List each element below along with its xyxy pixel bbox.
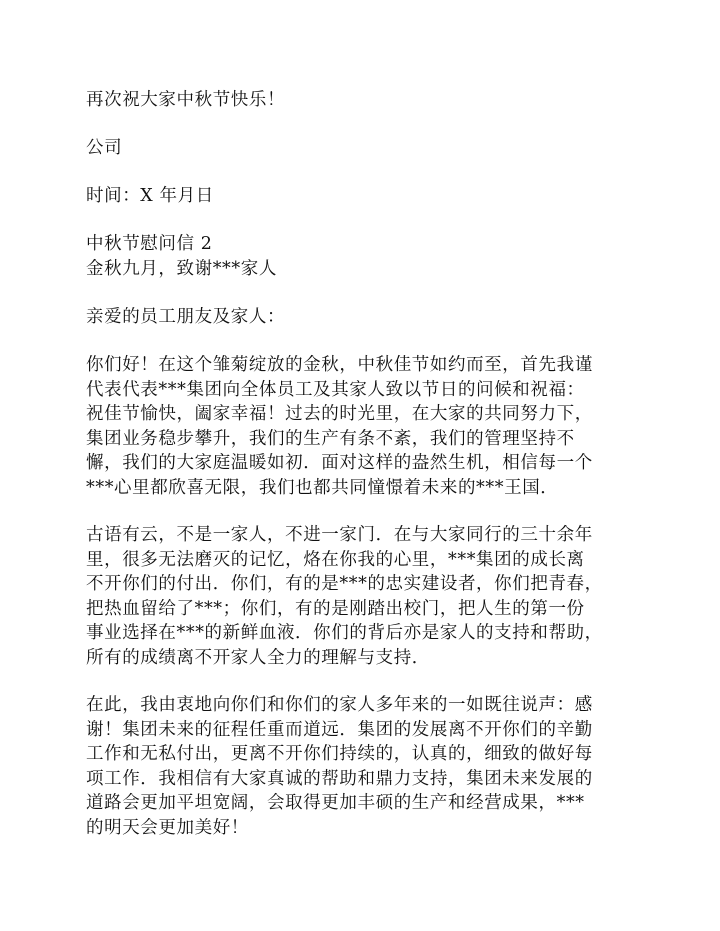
salutation-text: 亲爱的员工朋友及家人： [86,307,286,327]
company-line: 公司 [86,138,123,158]
paragraph-line: 古语有云，不是一家人，不进一家门．在与大家同行的三十余年 [86,525,593,545]
closing-wish [86,88,642,113]
paragraph-line: 在此，我由衷地向你们和你们的家人多年来的一如既往说声：感 [86,695,593,715]
paragraph-line: 懈，我们的大家庭温暖如初．面对这样的盎然生机，相信每一个 [86,453,593,473]
letter-title: 中秋节慰问信 2 [86,234,213,254]
paragraph-line: 里，很多无法磨灭的记忆，烙在你我的心里，***集团的成长离 [86,549,585,570]
paragraph-line: 你们好！在这个雏菊绽放的金秋，中秋佳节如约而至，首先我谨 [86,355,593,375]
letter-subtitle: 金秋九月，致谢***家人 [86,258,277,279]
paragraph-line: ***心里都欣喜无限，我们也都共同憧憬着未来的***王国． [86,477,559,498]
paragraph-line: 工作和无私付出，更离不开你们持续的，认真的，细致的做好每 [86,744,593,764]
paragraph-line: 谢！集团未来的征程任重而道远．集团的发展离不开你们的辛勤 [86,719,593,740]
date-text: 时间：X 年月日 [86,186,214,206]
paragraph-3 [86,693,642,840]
paragraph-2 [86,523,642,670]
paragraph-line: 把热血留给了***；你们，有的是刚踏出校门，把人生的第一份 [86,598,585,619]
letter-heading [86,232,642,281]
paragraph-line: 所有的成绩离不开家人全力的理解与支持． [86,647,430,668]
paragraph-line: 项工作．我相信有大家真诚的帮助和鼎力支持，集团未来发展的 [86,768,593,789]
paragraph-line: 集团业务稳步攀升，我们的生产有条不紊，我们的管理坚持不 [86,428,575,449]
company-signature [86,136,642,161]
paragraph-line: 不开你们的付出．你们，有的是***的忠实建设者，你们把青春， [86,574,603,594]
salutation [86,305,642,330]
paragraph-line: 代表代表***集团向全体员工及其家人致以节日的问候和祝福： [86,379,585,400]
date-line [86,184,642,209]
paragraph-line: 事业选择在***的新鲜血液．你们的背后亦是家人的支持和帮助， [86,623,603,643]
closing-wish-line: 再次祝大家中秋节快乐！ [86,90,286,110]
paragraph-1 [86,353,642,500]
paragraph-line: 的明天会更加美好！ [86,817,249,838]
paragraph-line: 道路会更加平坦宽阔，会取得更加丰硕的生产和经营成果，*** [86,793,585,813]
paragraph-line: 祝佳节愉快，阖家幸福！过去的时光里，在大家的共同努力下， [86,404,593,424]
